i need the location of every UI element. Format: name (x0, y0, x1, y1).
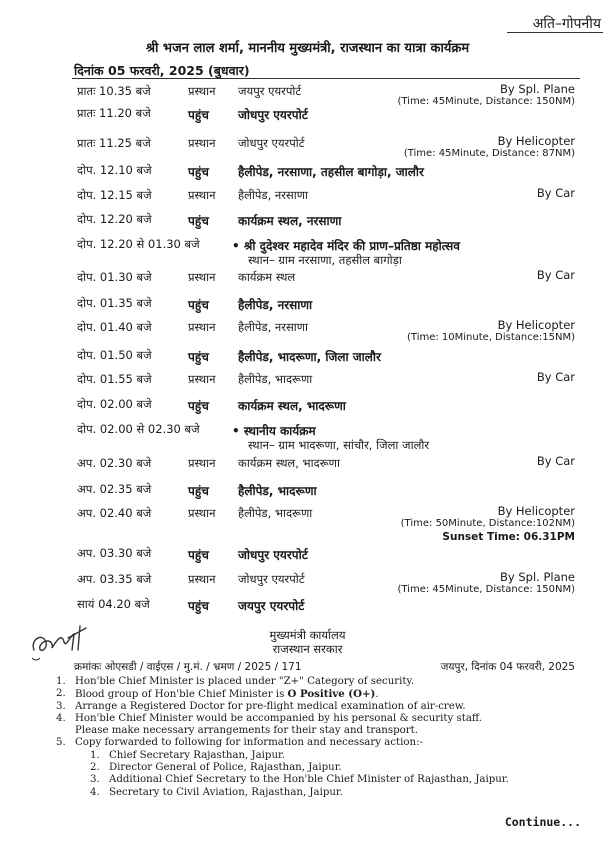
row-travel-mode: By Spl. Plane (500, 570, 575, 584)
row-action: प्रस्थान (188, 84, 216, 98)
row-place: हैलीपेड, नरसाणा (238, 298, 313, 312)
row-place: जोधपुर एयरपोर्ट (238, 572, 305, 586)
row-action: पहुंच (188, 548, 209, 562)
note-text (75, 737, 423, 749)
row-action: पहुंच (188, 399, 209, 413)
row-travel-mode: By Car (536, 268, 575, 282)
row-travel-mode: By Helicopter (497, 134, 575, 148)
row-place: जयपुर एयरपोर्ट (238, 84, 302, 98)
row-action: प्रस्थान (188, 372, 216, 386)
note-text-main: Hon'ble Chief Minister would be accompanied by his personal & security staff. (75, 712, 483, 724)
row-time: दोप. 01.55 बजे (77, 372, 152, 386)
copy-number: 3. (90, 774, 100, 786)
note-number: 2. (56, 688, 66, 700)
row-action: प्रस्थान (188, 188, 216, 202)
row-venue: स्थान– ग्राम नरसाणा, तहसील बागोड़ा (248, 253, 402, 267)
row-action: पहुंच (188, 350, 209, 364)
reference-date: जयपुर, दिनांक 04 फरवरी, 2025 (440, 661, 575, 673)
row-action: पहुंच (188, 484, 209, 498)
row-action: प्रस्थान (188, 136, 216, 150)
note-text-main: Please make necessary arrangements for their stay and transport. (75, 725, 418, 737)
date-underline (72, 78, 580, 79)
row-sunset-note: Sunset Time: 06.31PM (442, 531, 575, 543)
row-place: हैलीपेड, भादरूणा (238, 372, 313, 386)
row-place: जोधपुर एयरपोर्ट (238, 136, 305, 150)
row-time: प्रातः 11.20 बजे (77, 106, 151, 120)
classification-underline (507, 32, 603, 33)
copy-number: 2. (90, 762, 100, 774)
row-travel-mode: By Helicopter (497, 504, 575, 518)
row-travel-detail: (Time: 50Minute, Distance:102NM) (400, 518, 575, 529)
row-time: प्रातः 11.25 बजे (77, 136, 151, 150)
row-place: हैलीपेड, भादरूणा (238, 484, 317, 498)
copy-number: 1. (90, 749, 100, 761)
row-place: कार्यक्रम स्थल (238, 270, 296, 284)
row-place: कार्यक्रम स्थल, भादरूणा (238, 399, 346, 413)
note-text-main: Copy forwarded to following for information and necessary action:- (75, 737, 423, 749)
note-number: 5. (56, 737, 66, 749)
row-travel-mode: By Car (536, 454, 575, 468)
row-action: पहुंच (188, 165, 209, 179)
schedule-date: दिनांक 05 फरवरी, 2025 (बुधवार) (74, 63, 250, 78)
signature-mark (28, 620, 108, 664)
note-text-tail: . (375, 689, 379, 701)
note-text (75, 676, 414, 688)
row-time: सायं 04.20 बजे (77, 597, 150, 611)
row-time: अप. 03.35 बजे (77, 572, 152, 586)
row-time: दोप. 12.15 बजे (77, 188, 152, 202)
row-travel-mode: By Car (536, 370, 575, 384)
copy-number: 4. (90, 786, 100, 798)
note-number: 3. (56, 700, 66, 712)
row-time: दोप. 01.35 बजे (77, 296, 152, 310)
row-travel-mode: By Spl. Plane (500, 82, 575, 96)
row-place: जोधपुर एयरपोर्ट (238, 548, 308, 562)
office-name: मुख्यमंत्री कार्यालय (269, 628, 346, 642)
row-travel-detail: (Time: 45Minute, Distance: 87NM) (403, 148, 575, 159)
row-place: हैलीपेड, भादरूणा, जिला जालौर (238, 350, 381, 364)
row-time: दोप. 01.30 बजे (77, 270, 152, 284)
row-time: दोप. 02.00 से 02.30 बजे (77, 422, 200, 436)
row-action: पहुंच (188, 298, 209, 312)
page-title: श्री भजन लाल शर्मा, माननीय मुख्यमंत्री, राजस्थान का यात्रा कार्यक्रम (145, 41, 470, 56)
row-venue: स्थान– ग्राम भादरूणा, सांचौर, जिला जालौर (248, 438, 430, 452)
row-place: हैलीपेड, नरसाणा, तहसील बागोड़ा, जालौर (238, 165, 424, 179)
row-time: अप. 02.40 बजे (77, 506, 152, 520)
row-place: हैलीपेड, नरसाणा (238, 188, 309, 202)
note-text-main: Blood group of Hon'ble Chief Minister is (75, 689, 285, 701)
copy-text: Additional Chief Secretary to the Hon'ble Chief Minister of Rajasthan, Jaipur. (109, 774, 509, 786)
row-place: हैलीपेड, नरसाणा (238, 320, 309, 334)
row-action: प्रस्थान (188, 320, 216, 334)
row-time: दोप. 12.20 बजे (77, 212, 152, 226)
row-action: पहुंच (188, 108, 209, 122)
row-place: जोधपुर एयरपोर्ट (238, 108, 308, 122)
row-travel-mode: By Car (536, 186, 575, 200)
row-travel-mode: By Helicopter (497, 318, 575, 332)
row-place: हैलीपेड, भादरूणा (238, 506, 313, 520)
row-time: अप. 03.30 बजे (77, 546, 152, 560)
copy-text: Chief Secretary Rajasthan, Jaipur. (109, 749, 285, 761)
row-time: अप. 02.30 बजे (77, 456, 152, 470)
row-time: प्रातः 10.35 बजे (77, 84, 151, 98)
note-number: 1. (56, 676, 66, 687)
classification-label: अति–गोपनीय (532, 16, 601, 32)
row-time: दोप. 12.20 से 01.30 बजे (77, 237, 200, 251)
row-travel-detail: (Time: 10Minute, Distance:15NM) (407, 332, 575, 343)
row-place: जयपुर एयरपोर्ट (238, 599, 305, 613)
note-text (75, 725, 418, 737)
note-text (75, 713, 482, 725)
row-place: कार्यक्रम स्थल, नरसाणा (238, 214, 342, 228)
row-action: प्रस्थान (188, 572, 216, 586)
note-text (75, 688, 379, 701)
office-government: राजस्थान सरकार (272, 642, 343, 656)
reference-number: क्रमांकः ओएसडी / वाईएस / मु.मं. / भ्रमण / 2025 / 171 (74, 661, 302, 673)
row-time: दोप. 01.40 बजे (77, 320, 152, 334)
note-text-main: Hon'ble Chief Minister is placed under "Z+" Category of security. (75, 676, 415, 687)
continue-label: Continue... (504, 815, 581, 829)
note-text (75, 701, 466, 713)
row-time: दोप. 12.10 बजे (77, 163, 152, 177)
row-place: कार्यक्रम स्थल, भादरूणा (238, 456, 340, 470)
row-time: अप. 02.35 बजे (77, 482, 152, 496)
row-action: प्रस्थान (188, 506, 216, 520)
note-number: 4. (56, 712, 66, 724)
note-text-bold: O Positive (O+) (287, 688, 376, 701)
row-time: दोप. 02.00 बजे (77, 397, 152, 411)
note-text-main: Arrange a Registered Doctor for pre-flight medical examination of air-crew. (75, 700, 466, 712)
row-event: • श्री दुदेश्वर महादेव मंदिर की प्राण–प्रतिष्ठा महोत्सव (232, 239, 460, 253)
copy-text: Secretary to Civil Aviation, Rajasthan, Jaipur. (109, 786, 343, 798)
row-time: दोप. 01.50 बजे (77, 348, 152, 362)
row-action: प्रस्थान (188, 456, 216, 470)
row-action: प्रस्थान (188, 270, 216, 284)
row-action: पहुंच (188, 214, 209, 228)
row-travel-detail: (Time: 45Minute, Distance: 150NM) (397, 96, 575, 107)
row-travel-detail: (Time: 45Minute, Distance: 150NM) (397, 584, 575, 595)
row-event: • स्थानीय कार्यक्रम (232, 424, 316, 438)
copy-text: Director General of Police, Rajasthan, Jaipur. (109, 762, 342, 774)
row-action: पहुंच (188, 599, 209, 613)
